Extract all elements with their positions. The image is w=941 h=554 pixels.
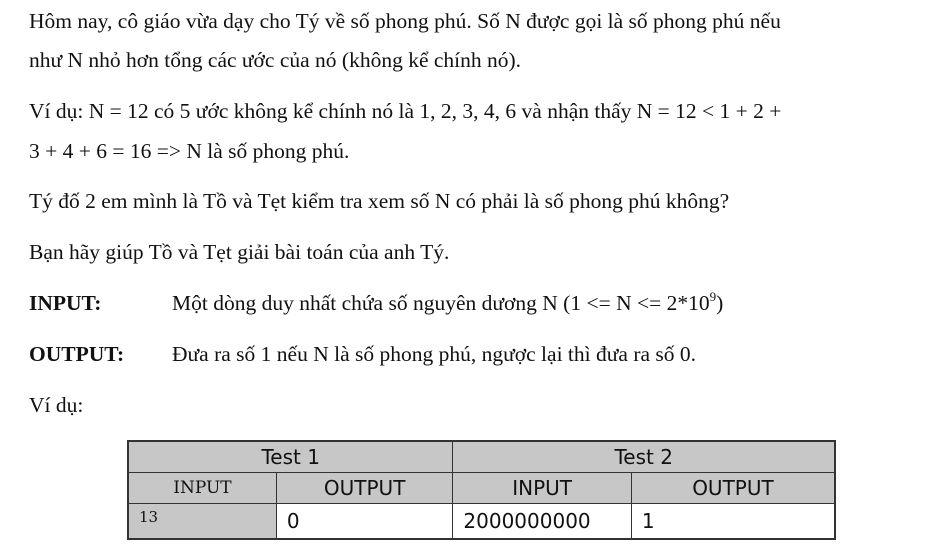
test2-input-header: INPUT (453, 473, 632, 504)
paragraph-intro-line1: Hôm nay, cô giáo vừa dạy cho Tý về số phong phú. Số N được gọi là số phong phú nếu (29, 9, 781, 33)
table-row (128, 441, 835, 473)
output-label: OUTPUT: (29, 342, 125, 366)
test1-input-value: 13 (128, 504, 276, 540)
examples-table (127, 440, 836, 540)
example-label: Ví dụ: (29, 393, 84, 417)
output-description: Đưa ra số 1 nếu N là số phong phú, ngược lại thì đưa ra số 0. (172, 342, 697, 366)
test1-output-header: OUTPUT (276, 473, 452, 504)
input-label: INPUT: (29, 291, 102, 315)
input-description-text: Một dòng duy nhất chứa số nguyên dương N (1 <= N <= 2*10 (172, 291, 710, 315)
test2-title: Test 2 (453, 441, 835, 473)
paragraph-intro-line2: như N nhỏ hơn tổng các ước của nó (không kể chính nó). (29, 48, 522, 72)
input-description (172, 291, 723, 316)
test2-input-value: 2000000000 (453, 504, 632, 540)
input-description-end: ) (716, 291, 724, 315)
test1-output-value: 0 (276, 504, 452, 540)
test2-output-value: 1 (631, 504, 835, 540)
test2-output-header: OUTPUT (631, 473, 835, 504)
paragraph-challenge: Tý đố 2 em mình là Tồ và Tẹt kiểm tra xem số N có phải là số phong phú không? (29, 189, 730, 213)
paragraph-example-line1: Ví dụ: N = 12 có 5 ước không kể chính nó là 1, 2, 3, 4, 6 và nhận thấy N = 12 < 1 + 2 + (29, 99, 782, 123)
table-row (128, 473, 835, 504)
table-row (128, 504, 835, 540)
paragraph-example-line2: 3 + 4 + 6 = 16 => N là số phong phú. (29, 139, 350, 163)
test1-title: Test 1 (128, 441, 453, 473)
input-exponent: 9 (709, 289, 717, 304)
test1-input-header: INPUT (128, 473, 276, 504)
paragraph-help: Bạn hãy giúp Tồ và Tẹt giải bài toán của anh Tý. (29, 240, 450, 264)
